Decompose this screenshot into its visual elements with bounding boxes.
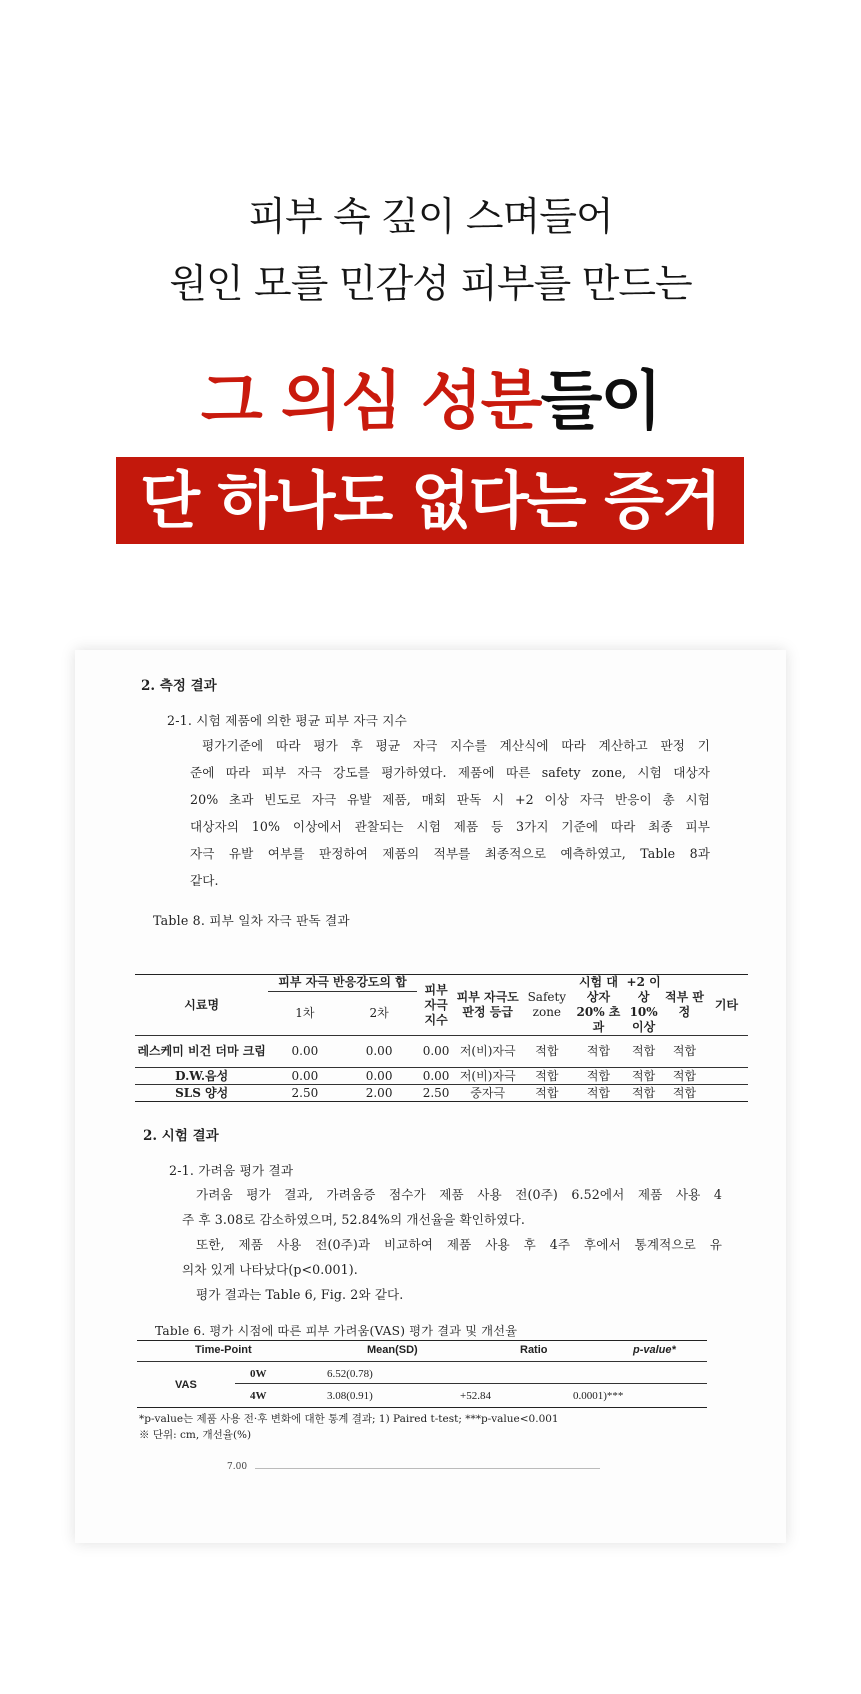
headline-red-text: 그 의심 성분 bbox=[200, 365, 541, 439]
paragraph-line: 의차 있게 나타났다(p<0.001). bbox=[182, 1262, 358, 1277]
paragraph-line: 준에 따라 피부 자극 강도를 평가하였다. 제품에 따른 safety zone, 시험 대상자 bbox=[190, 765, 710, 780]
table6-ratio-4w: +52.84 bbox=[460, 1390, 491, 1402]
paragraph-line: 평가기준에 따라 평가 후 평균 자극 지수를 계산식에 따라 계산하고 판정 기 bbox=[202, 738, 710, 753]
paragraph-line: 자극 유발 여부를 판정하여 제품의 적부를 최종적으로 예측하였고, Table 8과 bbox=[190, 846, 710, 861]
table6-footnote: *p-value는 제품 사용 전·후 변화에 대한 통계 결과; 1) Paired t-test; ***p-value<0.001 bbox=[139, 1413, 559, 1425]
hero-headline bbox=[0, 365, 861, 439]
table-row: 레스케미 비건 더마 크림 0.00 0.00 0.00 저(비)자극 적합 적합 적합 적합 bbox=[135, 1036, 748, 1068]
paragraph-line: 20% 초과 빈도로 자극 유발 제품, 매회 판독 시 +2 이상 자극 반응이 총 시험 bbox=[190, 792, 710, 807]
section-title-test-results: 2. 시험 결과 bbox=[143, 1128, 219, 1144]
table6-caption: Table 6. 평가 시점에 따른 피부 가려움(VAS) 평가 결과 및 개선율 bbox=[155, 1324, 518, 1338]
table6-unit-note: ※ 단위: cm, 개선율(%) bbox=[139, 1429, 252, 1441]
paragraph-line: 대상자의 10% 이상에서 관찰되는 시험 제품 등 3가지 기준에 따라 최종 피부 bbox=[190, 819, 710, 834]
chart-gridline bbox=[255, 1468, 600, 1469]
table8-header-etc: 기타 bbox=[714, 997, 739, 1012]
chart-tick-label: 7.00 bbox=[227, 1462, 248, 1472]
table8-caption: Table 8. 피부 일차 자극 판독 결과 bbox=[153, 913, 350, 928]
table8-header-day1: 1차 bbox=[295, 1005, 315, 1020]
table6-bottom-rule bbox=[137, 1407, 707, 1408]
table6-week-0w: 0W bbox=[250, 1368, 267, 1380]
table6-top-rule bbox=[137, 1340, 707, 1341]
table8-header-index: 피부 자극 지수 bbox=[424, 982, 448, 1027]
table6-header-mean: Mean(SD) bbox=[367, 1344, 418, 1356]
table8-header-over20: 시험 대상자 20% 초과 bbox=[576, 975, 621, 1034]
table8-header-sample: 시료명 bbox=[184, 997, 220, 1012]
table6-header-rule bbox=[137, 1361, 707, 1362]
paragraph-line: 같다. bbox=[190, 873, 219, 888]
paragraph-line: 가려움 평가 결과, 가려움증 점수가 제품 사용 전(0주) 6.52에서 제품 사용 4 bbox=[196, 1187, 722, 1202]
subsection-title-itch: 2-1. 가려움 평가 결과 bbox=[169, 1163, 294, 1178]
table6-group-vas: VAS bbox=[175, 1379, 197, 1391]
table8-header-plus2: +2 이상 10% 이상 bbox=[626, 975, 661, 1034]
paragraph-line: 또한, 제품 사용 전(0주)과 비교하여 제품 사용 후 4주 후에서 통계적으로 유 bbox=[196, 1237, 722, 1252]
table8-irritation-results bbox=[135, 975, 748, 1102]
subsection-title-irritation-index: 2-1. 시험 제품에 의한 평균 피부 자극 지수 bbox=[167, 713, 407, 728]
hero-banner: 단 하나도 없다는 증거 bbox=[116, 457, 744, 544]
table6-row-rule bbox=[235, 1383, 707, 1384]
table6-mean-0w: 6.52(0.78) bbox=[327, 1368, 373, 1380]
hero-subtitle-line1: 피부 속 깊이 스며들어 bbox=[248, 195, 613, 240]
table-row: SLS 양성 2.50 2.00 2.50 중자극 적합 적합 적합 적합 bbox=[135, 1085, 748, 1102]
hero-subtitle-line2: 원인 모를 민감성 피부를 만드는 bbox=[169, 262, 692, 307]
table6-mean-4w: 3.08(0.91) bbox=[327, 1390, 373, 1402]
test-report-document bbox=[75, 650, 786, 1543]
table8-header-safety: Safety zone bbox=[527, 990, 567, 1019]
paragraph-line: 주 후 3.08로 감소하였으며, 52.84%의 개선율을 확인하였다. bbox=[182, 1212, 525, 1227]
table-row: D.W.음성 0.00 0.00 0.00 저(비)자극 적합 적합 적합 적합 bbox=[135, 1068, 748, 1085]
table6-header-time: Time-Point bbox=[195, 1344, 252, 1356]
paragraph-line: 평가 결과는 Table 6, Fig. 2와 같다. bbox=[196, 1287, 404, 1302]
table8-header-group: 피부 자극 반응강도의 합 bbox=[268, 975, 416, 991]
headline-black-text: 들이 bbox=[540, 365, 661, 439]
table6-week-4w: 4W bbox=[250, 1390, 267, 1402]
table6-pvalue-4w: 0.0001)*** bbox=[573, 1390, 624, 1402]
table8-header-day2: 2차 bbox=[369, 1005, 389, 1020]
table8-header-judge: 적부 판정 bbox=[664, 990, 704, 1019]
table6-header-pvalue: p-value* bbox=[633, 1344, 676, 1356]
section-title-measurement: 2. 측정 결과 bbox=[141, 678, 217, 694]
table6-header-ratio: Ratio bbox=[520, 1344, 548, 1356]
table8-header-grade: 피부 자극도 판정 등급 bbox=[456, 990, 519, 1019]
